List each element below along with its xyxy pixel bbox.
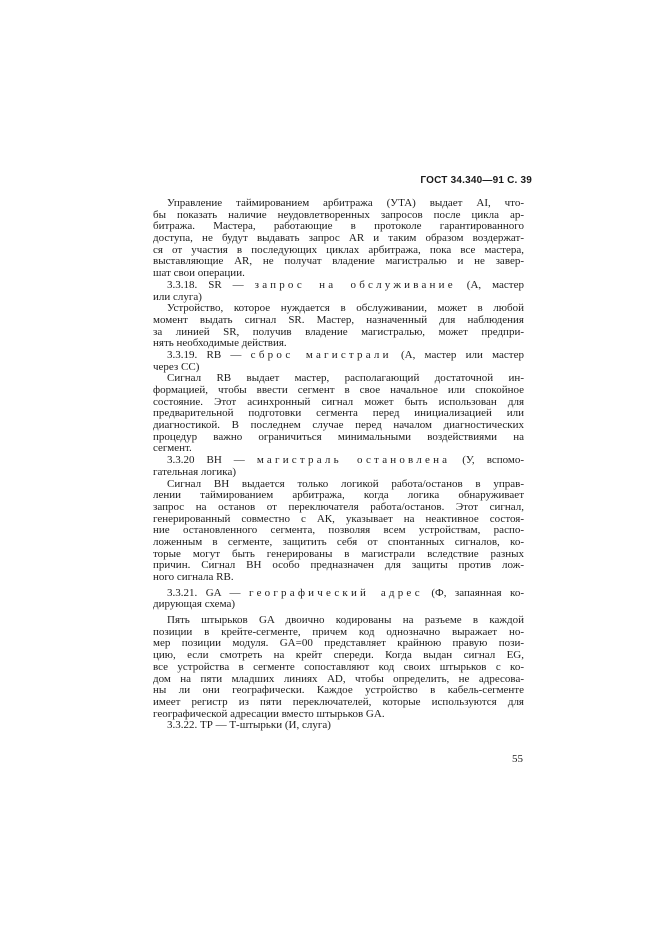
- heading-line-continued: дирующая схема): [153, 598, 235, 611]
- section-number: 3.3.20 ВН —: [167, 454, 257, 467]
- text-line: состояние. Этот асинхронный сигнал может быть использован для: [153, 395, 524, 408]
- text-line: ного сигнала RB.: [153, 571, 234, 583]
- text-line: имеет регистр из пяти переключателей, которые используются для: [153, 695, 524, 708]
- paragraph: [153, 720, 524, 732]
- section-title: запрос на обслуживание: [254, 278, 456, 291]
- section-qualifier: (А, мастер: [455, 278, 524, 291]
- paragraph: [153, 615, 524, 720]
- text-line: битража. Мастера, работающие в протоколе гарантированного: [153, 220, 524, 233]
- text-line: все устройства в сегменте сопоставляют код своих штырьков с ко-: [153, 660, 524, 673]
- section-heading: [153, 455, 524, 478]
- text-line: мер позиции модуля. GA=00 представляет крайнюю правую пози-: [153, 637, 524, 650]
- text-line: генерированный совместно с АК, указывает на неактивное состоя-: [153, 512, 524, 525]
- heading-line: [153, 280, 524, 292]
- heading-line-continued: или слуга): [153, 290, 202, 303]
- text-line: Управление таймированием арбитража (УТА) выдает AI, что-: [167, 197, 524, 209]
- page-number: 55: [512, 753, 523, 765]
- text-line: нять необходимые действия.: [153, 337, 287, 350]
- text-line: процедур важно ограничиться минимальными воздействиями на: [153, 430, 524, 443]
- section-heading: [153, 588, 524, 611]
- text-line: сегмент.: [153, 442, 192, 455]
- section-qualifier: (Ф, запаянная ко-: [422, 586, 524, 599]
- heading-line-continued: через СС): [153, 360, 200, 373]
- heading-line-continued: гательная логика): [153, 465, 236, 478]
- text-line: запрос на останов от переключателя работа/останов. Этот сигнал,: [153, 500, 524, 513]
- paragraph: [153, 479, 524, 584]
- section-qualifier: (А, мастер или мастер: [391, 348, 524, 361]
- text-line: предварительной подготовки сегмента перед инициализацией или: [153, 407, 524, 420]
- text-line: момент выдать сигнал SR. Мастер, назначенный для наблюдения: [153, 313, 524, 326]
- text-line: дом на пяти младших линиях AD, чтобы определить, не адресова-: [153, 672, 524, 685]
- paragraph: [153, 373, 524, 455]
- section-number: 3.3.19. RB —: [167, 348, 251, 361]
- section-number: 3.3.18. SR —: [167, 278, 255, 291]
- text-line: ся от участия в последующих циклах арбитража, пока все мастера,: [153, 243, 524, 256]
- text-line: ны ли они географически. Каждое устройство в кабель-сегменте: [153, 684, 524, 697]
- text-line: причин. Сигнал ВН особо предназначен для защиты против лож-: [153, 559, 524, 572]
- text-line: бы показать наличие неудовлетворенных запросов после цикла ар-: [153, 208, 524, 221]
- section-title: магистраль остановлена: [256, 454, 451, 467]
- text-line: торые могут быть генерированы в магистрали вследствие разных: [153, 547, 524, 560]
- paragraph: [153, 303, 524, 350]
- paragraph: [153, 198, 524, 280]
- text-line: шат свои операции.: [153, 267, 245, 280]
- section-number: 3.3.21. GA —: [167, 586, 249, 599]
- text-line: выставляющие AR, не получат владение магистралью и не завер-: [153, 255, 524, 268]
- text-line: ние остановленного сегмента, позволяя всем устройствам, распо-: [153, 524, 524, 537]
- section-heading: [153, 280, 524, 303]
- section-title: географический адрес: [249, 586, 423, 599]
- text-line: доступа, не будут выдавать запрос AR и таким образом воздержат-: [153, 232, 524, 245]
- text-line: цию, если смотреть на крейт спереди. Когда выдан сигнал EG,: [153, 649, 524, 662]
- text-line: Сигнал ВН выдается только логикой работа/останов в управ-: [167, 477, 524, 490]
- section-qualifier: (У, вспомо-: [450, 454, 525, 467]
- heading-line: [153, 350, 524, 362]
- section-title: сброс магистрали: [250, 348, 392, 361]
- running-header: ГОСТ 34.340—91 С. 39: [420, 175, 532, 186]
- text-line: диагностикой. В последнем случае перед началом диагностических: [153, 419, 524, 432]
- section-heading: [153, 350, 524, 373]
- text-line: формацией, чтобы ввести сегмент в свое начальное или спокойное: [153, 384, 524, 396]
- text-line: за линией SR, получив владение магистралью, может предпри-: [153, 325, 524, 338]
- text-line: географической адресации вместо штырьков GA.: [153, 707, 385, 720]
- text-line: позиции в крейте-сегменте, причем код однозначно выражает но-: [153, 625, 524, 638]
- text-line: Пять штырьков GA двоично кодированы на разъеме в каждой: [167, 614, 524, 627]
- text-line: Устройство, которое нуждается в обслуживании, может в любой: [167, 302, 524, 315]
- text-line: лении таймированием арбитража, когда логика обнаруживает: [153, 489, 524, 502]
- text-line: Сигнал RB выдает мастер, располагающий достаточной ин-: [167, 372, 524, 385]
- document-body: [153, 198, 524, 732]
- text-line: ложенным в сегменте, защитить себя от спонтанных сигналов, ко-: [153, 535, 524, 548]
- text-line: 3.3.22. ТР — Т-штырьки (И, слуга): [167, 719, 331, 732]
